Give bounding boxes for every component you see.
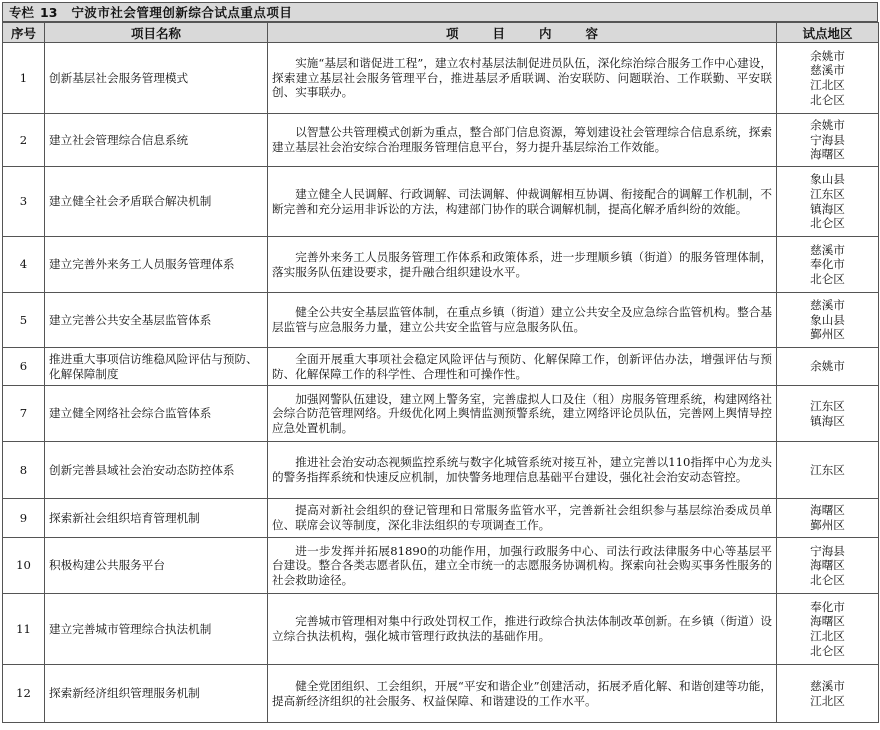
region: 江北区 (810, 629, 845, 643)
row-num: 12 (3, 665, 45, 723)
region: 慈溪市 (810, 678, 845, 693)
table-row (3, 538, 879, 594)
header-content: 项目内容 (268, 23, 777, 43)
row-num: 2 (3, 114, 45, 167)
table-row (3, 442, 879, 499)
row-regions (777, 499, 879, 538)
row-regions (777, 348, 879, 386)
region: 镇海区 (810, 413, 845, 428)
region: 鄞州区 (810, 327, 845, 342)
region: 江东区 (810, 186, 845, 201)
row-num: 1 (3, 43, 45, 114)
row-name: 建立健全社会矛盾联合解决机制 (45, 167, 268, 237)
region: 象山县 (810, 312, 845, 327)
table-header-row (3, 23, 879, 43)
projects-table (2, 22, 879, 723)
row-regions (777, 665, 879, 723)
region: 余姚市 (810, 118, 845, 133)
row-regions (777, 237, 879, 293)
header-name: 项目名称 (45, 23, 268, 43)
row-name: 建立完善公共安全基层监管体系 (45, 293, 268, 348)
row-content: 完善城市管理相对集中行政处罚权工作，推进行政综合执法体制改革创新。在乡镇（街道）设立综合执法机构，强化城市管理行政执法的基础作用。 (268, 594, 777, 665)
region: 镇海区 (810, 201, 845, 216)
table-row (3, 43, 879, 114)
banner-number: 13 (40, 4, 58, 20)
row-num: 7 (3, 386, 45, 442)
row-regions (777, 386, 879, 442)
region: 海曙区 (810, 558, 845, 573)
table-row (3, 499, 879, 538)
row-num: 8 (3, 442, 45, 499)
region: 余姚市 (810, 48, 845, 63)
header-region: 试点地区 (777, 23, 879, 43)
region: 北仑区 (810, 572, 845, 587)
row-name: 建立健全网络社会综合监管体系 (45, 386, 268, 442)
region: 北仑区 (810, 643, 845, 658)
table-banner (2, 2, 878, 22)
header-num: 序号 (3, 23, 45, 43)
region: 江东区 (810, 398, 845, 413)
row-regions (777, 594, 879, 665)
row-regions (777, 167, 879, 237)
region: 江东区 (810, 462, 845, 477)
region: 海曙区 (810, 503, 845, 518)
row-name: 探索新经济组织管理服务机制 (45, 665, 268, 723)
region: 海曙区 (810, 614, 845, 629)
row-regions (777, 43, 879, 114)
banner-title: 宁波市社会管理创新综合试点重点项目 (71, 5, 293, 20)
table-row (3, 665, 879, 723)
row-content: 推进社会治安动态视频监控系统与数字化城管系统对接互补，建立完善以110指挥中心为龙头的警务指挥系统和快速反应机制，加快警务地理信息基础平台建设，强化社会治安动态管控。 (268, 442, 777, 499)
row-regions (777, 442, 879, 499)
row-num: 4 (3, 237, 45, 293)
row-content: 建立健全人民调解、行政调解、司法调解、仲裁调解相互协调、衔接配合的调解工作机制，不断完善和充分运用非诉讼的方法，构建部门协作的联合调解机制，提高化解矛盾纠纷的效能。 (268, 167, 777, 237)
region: 北仑区 (810, 92, 845, 107)
row-name: 积极构建公共服务平台 (45, 538, 268, 594)
row-name: 建立社会管理综合信息系统 (45, 114, 268, 167)
region: 海曙区 (810, 147, 845, 162)
banner-label: 专栏 (9, 5, 35, 20)
row-num: 3 (3, 167, 45, 237)
table-row (3, 348, 879, 386)
row-content: 实施“基层和谐促进工程”，建立农村基层法制促进员队伍，深化综治综合服务工作中心建设，探索建立基层社会服务管理平台，推进基层矛盾联调、治安联防、问题联治、工作联勤、平安联创、实事联办。 (268, 43, 777, 114)
table-row (3, 386, 879, 442)
row-name: 推进重大事项信访维稳风险评估与预防、化解保障制度 (45, 348, 268, 386)
row-regions (777, 538, 879, 594)
region: 鄞州区 (810, 518, 845, 532)
region: 慈溪市 (810, 242, 845, 257)
row-content: 以智慧公共管理模式创新为重点，整合部门信息资源，筹划建设社会管理综合信息系统，探索建立基层社会治安综合治理服务管理信息平台，努力提升基层综治工作效能。 (268, 114, 777, 167)
table-row (3, 293, 879, 348)
row-num: 6 (3, 348, 45, 386)
table-row (3, 167, 879, 237)
row-name: 创新完善县域社会治安动态防控体系 (45, 442, 268, 499)
table-row (3, 237, 879, 293)
row-content: 健全公共安全基层监管体制，在重点乡镇（街道）建立公共安全及应急综合监管机构。整合基层监管与应急服务力量，建立公共安全监管与应急服务队伍。 (268, 293, 777, 348)
row-content: 进一步发挥并拓展81890的功能作用，加强行政服务中心、司法行政法律服务中心等基层平台建设。整合各类志愿者队伍，建立全市统一的志愿服务协调机构。探索向社会购买事务性服务的社会救助途径。 (268, 538, 777, 594)
row-num: 5 (3, 293, 45, 348)
region: 奉化市 (810, 599, 845, 614)
region: 江北区 (810, 693, 845, 708)
row-name: 创新基层社会服务管理模式 (45, 43, 268, 114)
row-content: 加强网警队伍建设，建立网上警务室，完善虚拟人口及住（租）房服务管理系统，构建网络社会综合防范管理网络。升级优化网上舆情监测预警系统，建立网络评论员队伍，完善网上舆情导控应急处置机制。 (268, 386, 777, 442)
row-num: 11 (3, 594, 45, 665)
region: 北仑区 (810, 216, 845, 231)
table-row (3, 114, 879, 167)
row-content: 提高对新社会组织的登记管理和日常服务监管水平，完善新社会组织参与基层综治委成员单位、联席会议等制度，深化非法组织的专项调查工作。 (268, 499, 777, 538)
row-content: 完善外来务工人员服务管理工作体系和政策体系，进一步理顺乡镇（街道）的服务管理体制，落实服务队伍建设要求，提升融合组织建设水平。 (268, 237, 777, 293)
row-num: 10 (3, 538, 45, 594)
region: 宁海县 (810, 132, 845, 147)
row-num: 9 (3, 499, 45, 538)
region: 余姚市 (810, 359, 845, 374)
table-row (3, 594, 879, 665)
region: 象山县 (810, 172, 845, 187)
region: 奉化市 (810, 257, 845, 272)
row-regions (777, 293, 879, 348)
region: 北仑区 (810, 271, 845, 286)
region: 江北区 (810, 78, 845, 92)
row-name: 探索新社会组织培育管理机制 (45, 499, 268, 538)
row-regions (777, 114, 879, 167)
region: 慈溪市 (810, 63, 845, 78)
row-name: 建立完善城市管理综合执法机制 (45, 594, 268, 665)
row-content: 全面开展重大事项社会稳定风险评估与预防、化解保障工作，创新评估办法，增强评估与预防、化解保障工作的科学性、合理性和可操作性。 (268, 348, 777, 386)
row-name: 建立完善外来务工人员服务管理体系 (45, 237, 268, 293)
region: 慈溪市 (810, 298, 845, 313)
row-content: 健全党团组织、工会组织，开展“平安和谐企业”创建活动，拓展矛盾化解、和谐创建等功能，提高新经济组织的社会服务、权益保障、和谐建设的工作水平。 (268, 665, 777, 723)
region: 宁海县 (810, 543, 845, 558)
